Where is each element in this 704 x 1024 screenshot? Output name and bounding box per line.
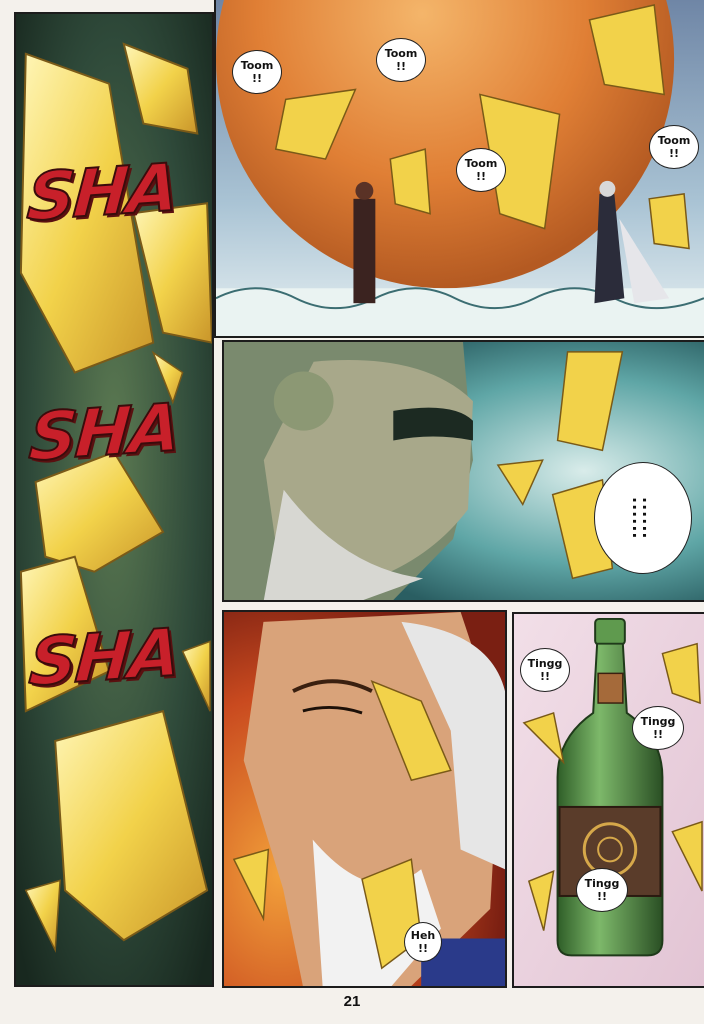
bubble-toom-4-line1: Toom (657, 134, 691, 147)
bubble-tingg-1-line2: !! (539, 670, 551, 683)
bubble-toom-1-line1: Toom (240, 59, 274, 72)
page-number: 21 (343, 993, 361, 1010)
bubble-toom-2-line2: !! (395, 60, 407, 73)
bubble-toom-1 (232, 50, 282, 94)
bubble-tingg-3-line1: Tingg (584, 877, 620, 890)
bubble-toom-4-line2: !! (668, 147, 680, 160)
bubble-tingg-3 (576, 868, 628, 912)
bubble-tingg-1-line1: Tingg (527, 657, 563, 670)
panel-moon-duel (214, 0, 704, 338)
bubble-heh-line1: Heh (410, 929, 436, 942)
panel-bottle (512, 612, 704, 988)
bubble-toom-2 (376, 38, 426, 82)
bubble-heh-line2: !! (417, 942, 429, 955)
bubble-toom-4 (649, 125, 699, 169)
bubble-toom-3-line2: !! (475, 170, 487, 183)
bubble-toom-2-line1: Toom (384, 47, 418, 60)
panel-smirk-art (224, 612, 505, 986)
bubble-toom-3 (456, 148, 506, 192)
panel-smirk-face (222, 610, 507, 988)
bubble-heh (404, 922, 442, 962)
bubble-tingg-2-line2: !! (652, 728, 664, 741)
panel-face-closeup (222, 340, 704, 602)
panel-sha-shards (14, 12, 214, 987)
bubble-tingg-2-line1: Tingg (640, 715, 676, 728)
bubble-toom-1-line2: !! (251, 72, 263, 85)
sfx-sha-bottom: SHA (26, 613, 182, 702)
sfx-sha-mid: SHA (26, 388, 182, 477)
warrior-silhouette-left (353, 182, 375, 303)
bubble-toom-3-line1: Toom (464, 157, 498, 170)
bubble-tingg-2 (632, 706, 684, 750)
bubble-silence-text: ...... ...... (629, 496, 658, 540)
bubble-tingg-1 (520, 648, 570, 692)
bubble-silence (594, 462, 692, 574)
bubble-tingg-3-line2: !! (596, 890, 608, 903)
sfx-sha-top: SHA (24, 148, 180, 237)
